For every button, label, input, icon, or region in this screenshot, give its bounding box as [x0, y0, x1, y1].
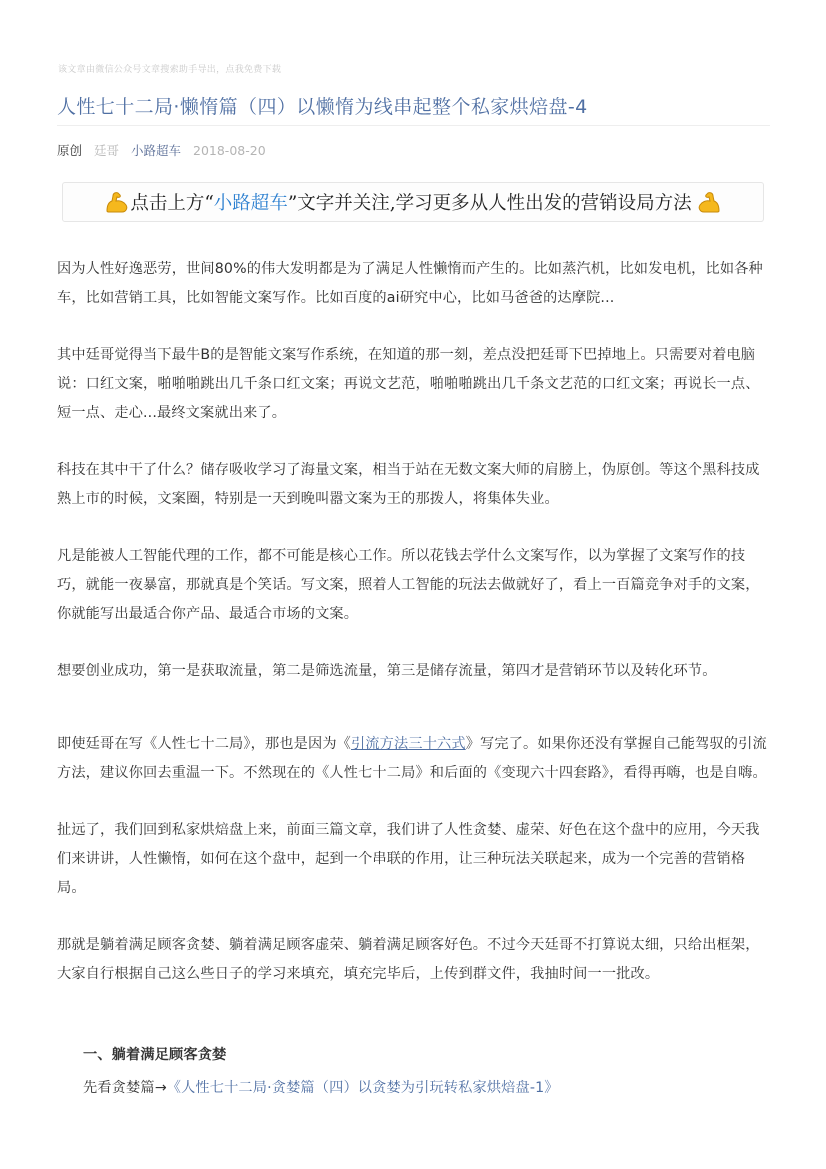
- paragraph-text: 》写完了。如果你还没有掌握自己能驾驭的引流方法，建议你回去重温一下。不然现在的《人性七十二局》和后面的《变现六十四套路》，看得再嗨，也是自嗨。: [57, 736, 767, 781]
- section-lead: [57, 1074, 769, 1103]
- paragraph: 其中廷哥觉得当下最牛B的是智能文案写作系统，在知道的那一刻，差点没把廷哥下巴掉地上。只需要对着电脑说：口红文案，啪啪啪跳出几千条口红文案；再说文艺范，啪啪啪跳出几千条文艺范的口红文案；再说长一点、短一点、走心...最终文案就出来了。: [57, 347, 760, 421]
- lead-text: 先看贪婪篇→: [83, 1080, 167, 1096]
- banner-account-name[interactable]: 小路超车: [213, 193, 288, 214]
- title-divider: [57, 125, 770, 126]
- article-meta: [57, 141, 274, 159]
- banner-suffix: ”文字并关注,学习更多从人性出发的营销设局方法: [287, 193, 692, 214]
- paragraph: 因为人性好逸恶劳，世间80%的伟大发明都是为了满足人性懒惰而产生的。比如蒸汽机，比如发电机，比如各种车，比如营销工具，比如智能文案写作。比如百度的ai研究中心，比如马爸爸的达摩院...: [57, 261, 763, 306]
- follow-banner: [62, 182, 764, 222]
- related-article-link[interactable]: 《人性七十二局·贪婪篇（四）以贪婪为引玩转私家烘焙盘-1》: [166, 1080, 559, 1096]
- section-heading: 一、躺着满足顾客贪婪: [83, 1047, 227, 1063]
- flexed-biceps-icon: [104, 189, 130, 215]
- paragraph: 科技在其中干了什么？储存吸收学习了海量文案，相当于站在无数文案大师的肩膀上，伪原创。等这个黑科技成熟上市的时候，文案圈，特别是一天到晚叫嚣文案为王的那拨人，将集体失业。: [57, 462, 760, 507]
- article-title: 人性七十二局·懒惰篇（四）以懒惰为线串起整个私家烘焙盘-4: [57, 96, 588, 118]
- paragraph: 那就是躺着满足顾客贪婪、躺着满足顾客虚荣、躺着满足顾客好色。不过今天廷哥不打算说太细，只给出框架，大家自行根据自己这么些日子的学习来填充，填充完毕后，上传到群文件，我抽时间一一批改。: [57, 937, 760, 982]
- paragraph: 扯远了，我们回到私家烘焙盘上来，前面三篇文章，我们讲了人性贪婪、虚荣、好色在这个盘中的应用，今天我们来讲讲，人性懒惰，如何在这个盘中，起到一个串联的作用，让三种玩法关联起来，成为一个完善的营销格局。: [57, 822, 760, 896]
- paragraph: 凡是能被人工智能代理的工作，都不可能是核心工作。所以花钱去学什么文案写作，以为掌握了文案写作的技巧，就能一夜暴富，那就真是个笑话。写文案，照着人工智能的玩法去做就好了，看上一百篇竞争对手的文案，你就能写出最适合你产品、最适合市场的文案。: [57, 548, 760, 622]
- article-body: [57, 255, 769, 1103]
- inline-article-link[interactable]: 引流方法三十六式: [351, 736, 466, 752]
- export-watermark[interactable]: 该文章由微信公众号文章搜索助手导出，点我免费下载: [58, 65, 282, 75]
- flexed-biceps-icon: [696, 189, 722, 215]
- paragraph: [57, 730, 769, 788]
- banner-prefix: 点击上方“: [130, 193, 214, 214]
- account-link[interactable]: 小路超车: [131, 143, 182, 158]
- paragraph-text: 即使廷哥在写《人性七十二局》，那也是因为《: [57, 736, 351, 752]
- publish-date: 2018-08-20: [193, 143, 266, 158]
- author-name: 廷哥: [94, 143, 120, 158]
- paragraph: 想要创业成功，第一是获取流量，第二是筛选流量，第三是储存流量，第四才是营销环节以及转化环节。: [57, 663, 717, 679]
- original-tag: 原创: [57, 143, 83, 158]
